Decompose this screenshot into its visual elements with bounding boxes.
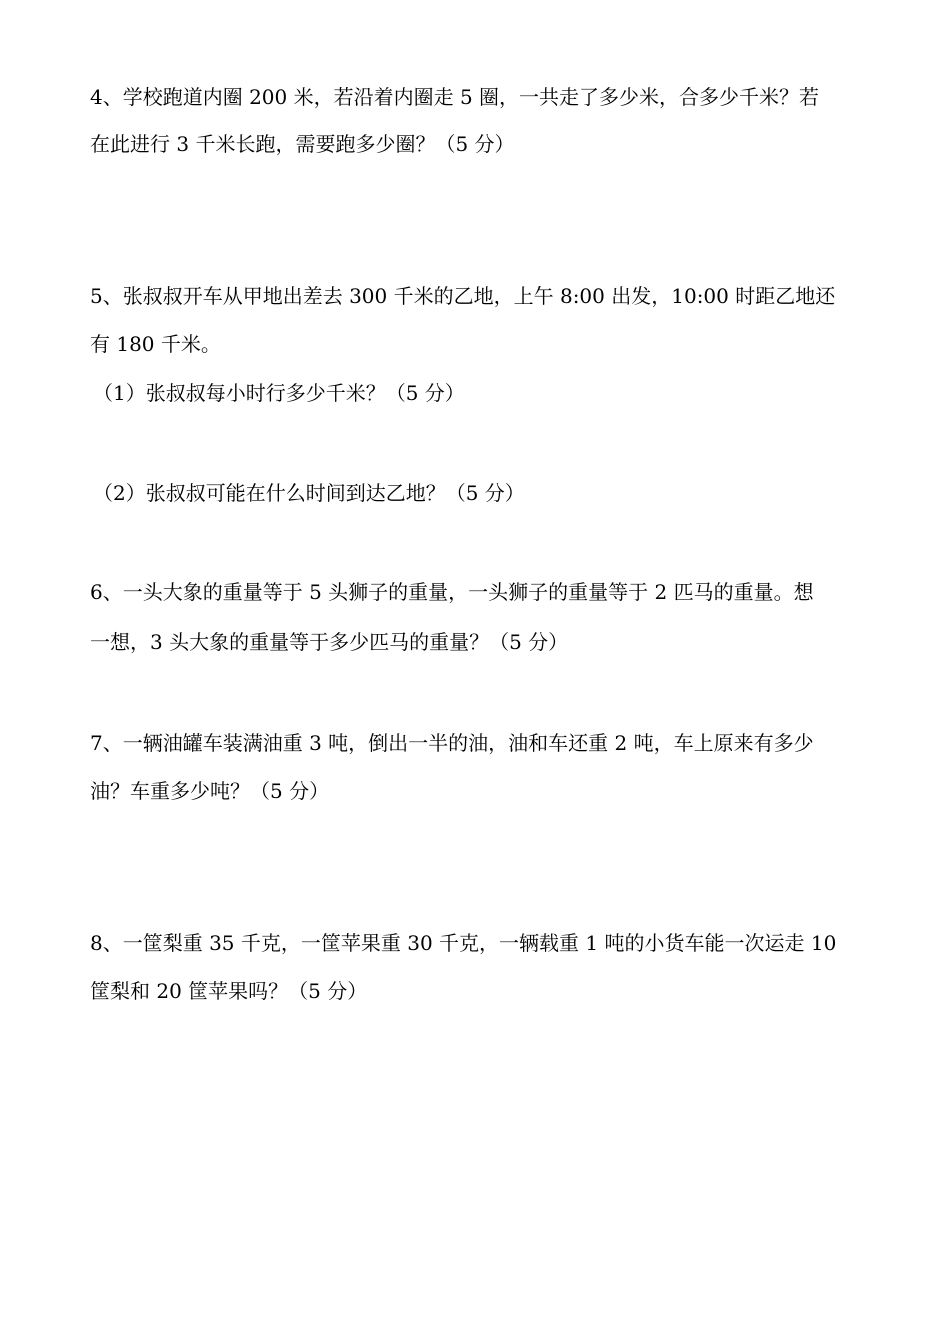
question-6-line-2: 一想，3 头大象的重量等于多少匹马的重量？（5 分）	[90, 630, 569, 654]
question-7-line-2: 油？车重多少吨？（5 分）	[90, 779, 330, 803]
question-5-sub-2: （2）张叔叔可能在什么时间到达乙地？（5 分）	[93, 481, 525, 505]
question-4-line-2: 在此进行 3 千米长跑，需要跑多少圈？（5 分）	[90, 132, 515, 156]
question-5-line-2: 有 180 千米。	[90, 332, 221, 356]
question-8-line-2: 筐梨和 20 筐苹果吗？（5 分）	[90, 979, 368, 1003]
question-7-line-1: 7、一辆油罐车装满油重 3 吨，倒出一半的油，油和车还重 2 吨，车上原来有多少	[90, 731, 814, 755]
question-5-sub-1: （1）张叔叔每小时行多少千米？（5 分）	[93, 381, 465, 405]
question-8-line-1: 8、一筐梨重 35 千克，一筐苹果重 30 千克，一辆载重 1 吨的小货车能一次运走 10	[90, 931, 837, 955]
question-4-line-1: 4、学校跑道内圈 200 米，若沿着内圈走 5 圈，一共走了多少米，合多少千米？若	[90, 85, 820, 109]
question-5-line-1: 5、张叔叔开车从甲地出差去 300 千米的乙地，上午 8:00 出发，10:00 时距乙地还	[90, 284, 836, 308]
question-6-line-1: 6、一头大象的重量等于 5 头狮子的重量，一头狮子的重量等于 2 匹马的重量。想	[90, 580, 814, 604]
